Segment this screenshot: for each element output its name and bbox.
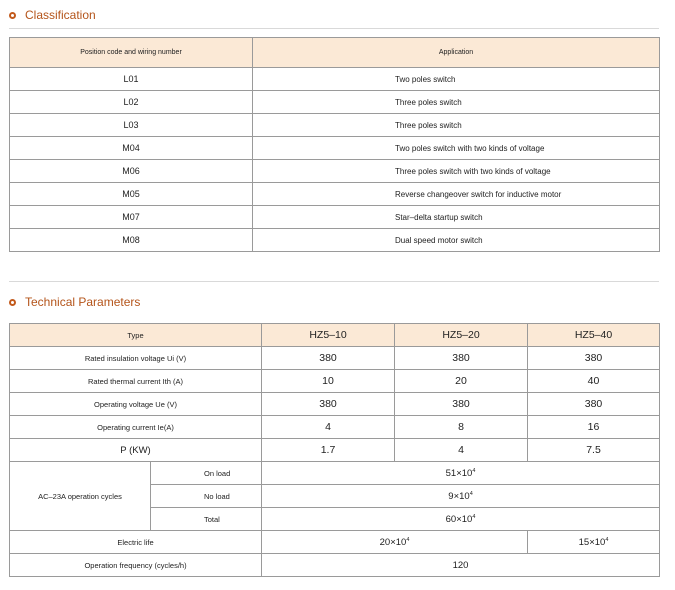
code-cell: L01 bbox=[10, 68, 253, 91]
divider bbox=[9, 281, 659, 282]
header-application: Application bbox=[253, 38, 660, 68]
param-value: 380 bbox=[262, 393, 395, 416]
header-type: Type bbox=[10, 324, 262, 347]
table-row bbox=[10, 91, 660, 114]
param-value: 4 bbox=[262, 416, 395, 439]
ac23-sublabel: On load bbox=[151, 462, 262, 485]
table-row bbox=[10, 137, 660, 160]
param-value: 1.7 bbox=[262, 439, 395, 462]
application-cell: Dual speed motor switch bbox=[253, 229, 660, 252]
table-row bbox=[10, 531, 660, 554]
ac23-value: $60\times 10^4$ bbox=[262, 508, 660, 531]
param-label: Rated insulation voltage Ui (V) bbox=[10, 347, 262, 370]
table-row bbox=[10, 347, 660, 370]
table-row bbox=[10, 229, 660, 252]
param-value: 20 bbox=[395, 370, 528, 393]
param-value: 16 bbox=[528, 416, 660, 439]
table-row bbox=[10, 554, 660, 577]
table-row bbox=[10, 206, 660, 229]
electric-life-value: $20\times 10^4$ bbox=[262, 531, 528, 554]
application-cell: Two poles switch bbox=[253, 68, 660, 91]
header-code: Position code and wiring number bbox=[10, 38, 253, 68]
param-label: Operating current Ie(A) bbox=[10, 416, 262, 439]
param-label: Operating voltage Ue (V) bbox=[10, 393, 262, 416]
electric-life-value: $15\times 10^4$ bbox=[528, 531, 660, 554]
ac23-value: $9\times 10^4$ bbox=[262, 485, 660, 508]
application-cell: Star–delta startup switch bbox=[253, 206, 660, 229]
application-cell: Reverse changeover switch for inductive motor bbox=[253, 183, 660, 206]
classification-title: Classification bbox=[25, 8, 96, 22]
technical-table bbox=[9, 323, 660, 577]
op-frequency-value: 120 bbox=[262, 554, 660, 577]
classification-heading bbox=[9, 8, 96, 22]
electric-life-label: Electric life bbox=[10, 531, 262, 554]
param-value: 380 bbox=[528, 393, 660, 416]
param-value: 8 bbox=[395, 416, 528, 439]
param-label: Rated thermal current Ith (A) bbox=[10, 370, 262, 393]
table-row bbox=[10, 462, 660, 485]
ac23-label: AC–23A operation cycles bbox=[10, 462, 151, 531]
table-row bbox=[10, 68, 660, 91]
divider bbox=[9, 28, 659, 29]
table-row bbox=[10, 439, 660, 462]
code-cell: M08 bbox=[10, 229, 253, 252]
application-cell: Three poles switch bbox=[253, 114, 660, 137]
code-cell: M07 bbox=[10, 206, 253, 229]
param-value: 40 bbox=[528, 370, 660, 393]
technical-heading bbox=[9, 295, 140, 309]
circle-bullet-icon bbox=[9, 299, 16, 306]
code-cell: M05 bbox=[10, 183, 253, 206]
code-cell: M04 bbox=[10, 137, 253, 160]
table-row bbox=[10, 183, 660, 206]
header-model: HZ5–20 bbox=[395, 324, 528, 347]
code-cell: M06 bbox=[10, 160, 253, 183]
param-value: 380 bbox=[395, 393, 528, 416]
technical-title: Technical Parameters bbox=[25, 295, 141, 309]
param-label: P (KW) bbox=[10, 439, 262, 462]
ac23-value: $51\times 10^4$ bbox=[262, 462, 660, 485]
table-row bbox=[10, 114, 660, 137]
application-cell: Three poles switch bbox=[253, 91, 660, 114]
code-cell: L03 bbox=[10, 114, 253, 137]
table-row bbox=[10, 416, 660, 439]
table-row bbox=[10, 393, 660, 416]
header-model: HZ5–40 bbox=[528, 324, 660, 347]
ac23-sublabel: No load bbox=[151, 485, 262, 508]
table-header-row bbox=[10, 38, 660, 68]
classification-table bbox=[9, 37, 660, 252]
op-frequency-label: Operation frequency (cycles/h) bbox=[10, 554, 262, 577]
table-row bbox=[10, 160, 660, 183]
param-value: 380 bbox=[528, 347, 660, 370]
circle-bullet-icon bbox=[9, 12, 16, 19]
header-model: HZ5–10 bbox=[262, 324, 395, 347]
application-cell: Three poles switch with two kinds of voltage bbox=[253, 160, 660, 183]
param-value: 4 bbox=[395, 439, 528, 462]
param-value: 10 bbox=[262, 370, 395, 393]
param-value: 7.5 bbox=[528, 439, 660, 462]
ac23-sublabel: Total bbox=[151, 508, 262, 531]
param-value: 380 bbox=[395, 347, 528, 370]
table-header-row bbox=[10, 324, 660, 347]
param-value: 380 bbox=[262, 347, 395, 370]
table-row bbox=[10, 370, 660, 393]
application-cell: Two poles switch with two kinds of voltage bbox=[253, 137, 660, 160]
code-cell: L02 bbox=[10, 91, 253, 114]
